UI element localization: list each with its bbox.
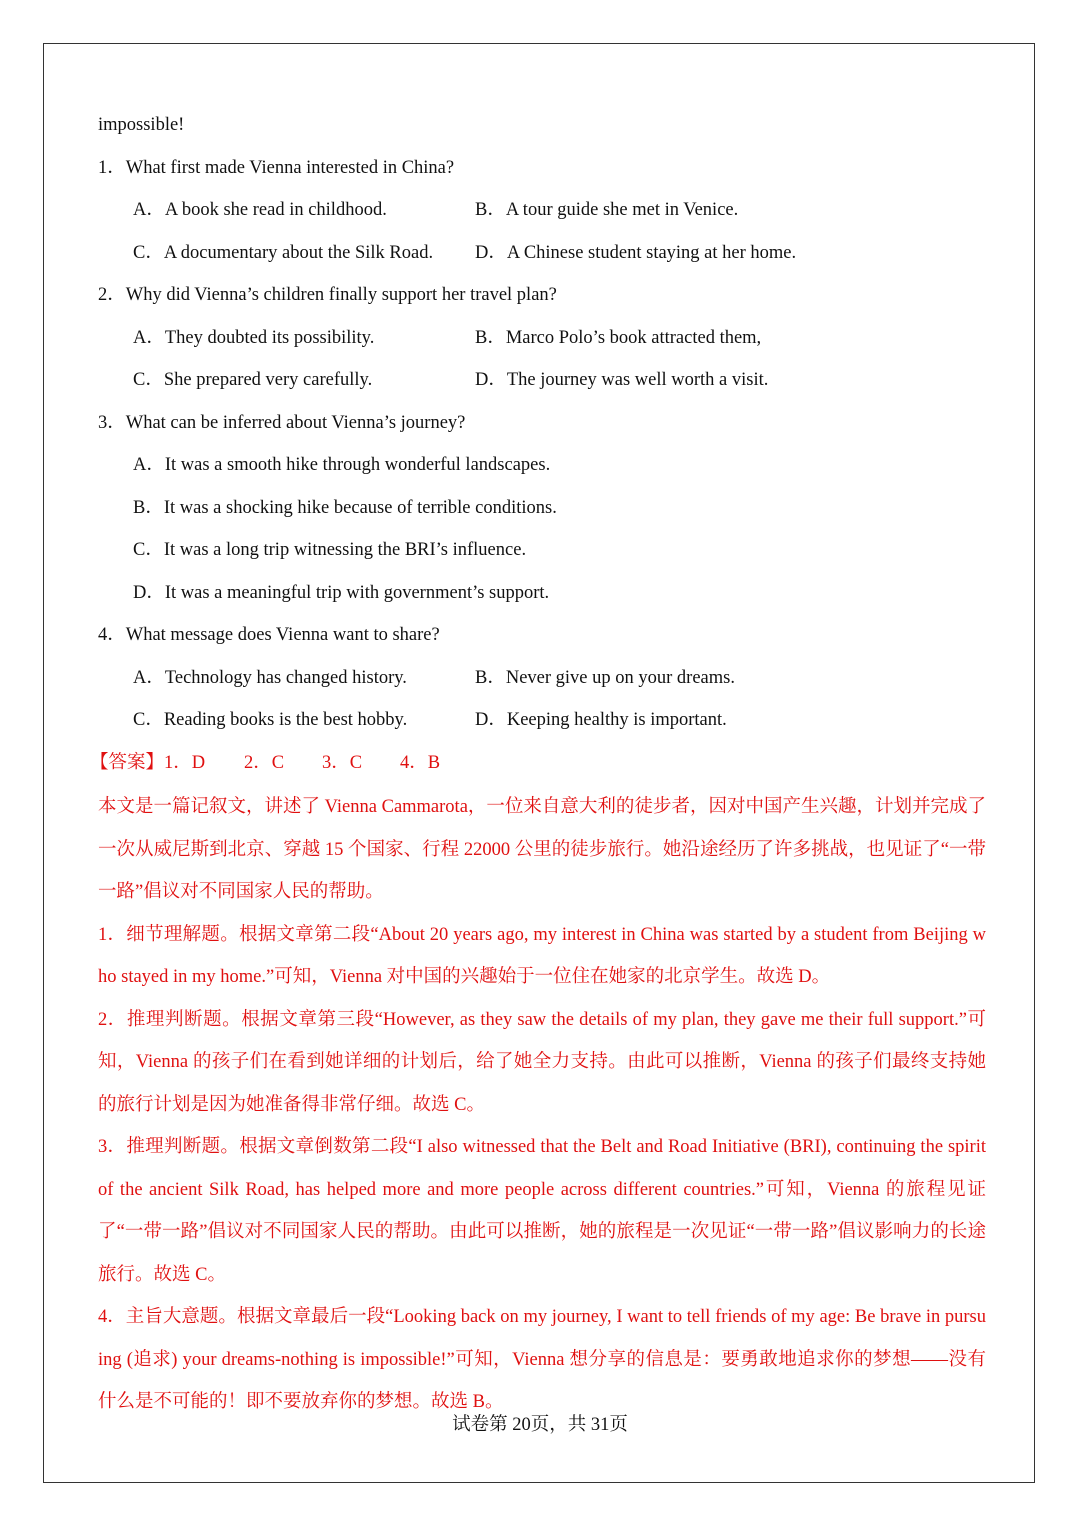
question-1-stem: 1．What first made Vienna interested in China? [98,157,455,178]
explanation-4: 4．主旨大意题。根据文章最后一段“Looking back on my journey, I want to tell friends of my age: Be brave in pursuing (追求) your dreams-nothing is impossible!”可知，Vienna 想分享的信息是：要勇敢地追求你的梦想——没有什么是不可能的！即不要放弃你的梦想。故选 B。 [98,1307,986,1412]
explanation-3: 3．推理判断题。根据文章倒数第二段“I also witnessed that the Belt and Road Initiative (BRI), continuing the spirit of the ancient Silk Road, has helped more and more people across different countries.”可知，Vienna 的旅程见证了“一带一路”倡议对不同国家人民的帮助。由此可以推断，她的旅程是一次见证“一带一路”倡议影响力的长途旅行。故选 C。 [98,1137,986,1285]
question-3-stem: 3．What can be inferred about Vienna’s journey? [98,412,466,433]
answer-label: 【答案】 [90,752,165,773]
question-1-options-row-1 [98,191,986,234]
page-footer: 试卷第 20页，共 31页 [452,1415,628,1435]
answer-item: 1．D [164,752,206,773]
question-2-options-row-1 [98,319,986,362]
option-a: A．A book she read in childhood. [133,200,387,220]
option-d: D．It was a meaningful trip with government’s support. [133,582,550,603]
option-a: A．Technology has changed history. [133,667,407,688]
question-2-options-row-2 [98,361,986,404]
option-d: D．Keeping healthy is important. [475,710,727,730]
answer-key [90,744,986,787]
leading-text: impossible! [98,115,185,135]
question-4-options-row-2 [98,701,986,744]
passage-summary: 本文是一篇记叙文，讲述了 Vienna Cammarota，一位来自意大利的徒步者，因对中国产生兴趣，计划并完成了一次从威尼斯到北京、穿越 15 个国家、行程 22000 公里的徒步旅行。她沿途经历了许多挑战，也见证了“一带一路”倡议对不同国家人民的帮助。 [98,797,986,902]
question-4-stem: 4．What message does Vienna want to share? [98,625,440,645]
explanation-2: 2．推理判断题。根据文章第三段“However, as they saw the details of my plan, they gave me their full support.”可知，Vienna 的孩子们在看到她详细的计划后，给了她全力支持。由此可以推断，Vienna 的孩子们最终支持她的旅行计划是因为她准备得非常仔细。故选 C。 [98,1009,986,1115]
option-d: D．A Chinese student staying at her home. [475,242,797,263]
answer-item: 4．B [400,752,441,773]
explanation-1: 1．细节理解题。根据文章第二段“About 20 years ago, my interest in China was started by a student from Beijing who stayed in my home.”可知，Vienna 对中国的兴趣始于一位住在她家的北京学生。故选 D。 [98,924,986,987]
option-a: A．It was a smooth hike through wonderful landscapes. [133,455,551,475]
option-c: C．It was a long trip witnessing the BRI’s influence. [133,540,527,560]
option-c: C．A documentary about the Silk Road. [133,242,434,263]
option-b: B．A tour guide she met in Venice. [475,200,739,220]
option-a: A．They doubted its possibility. [133,327,375,348]
question-2-stem: 2．Why did Vienna’s children finally support her travel plan? [98,285,557,305]
option-c: C．She prepared very carefully. [133,370,373,390]
question-1-options-row-2 [98,234,986,277]
answer-item: 3．C [322,752,363,773]
option-b: B．Never give up on your dreams. [475,667,735,688]
document-body [90,106,986,1424]
answer-item: 2．C [244,752,285,773]
question-4-options-row-1 [98,659,986,702]
option-d: D．The journey was well worth a visit. [475,370,769,390]
option-b: B．It was a shocking hike because of terrible conditions. [133,497,557,518]
option-c: C．Reading books is the best hobby. [133,710,408,730]
option-b: B．Marco Polo’s book attracted them, [475,327,762,348]
